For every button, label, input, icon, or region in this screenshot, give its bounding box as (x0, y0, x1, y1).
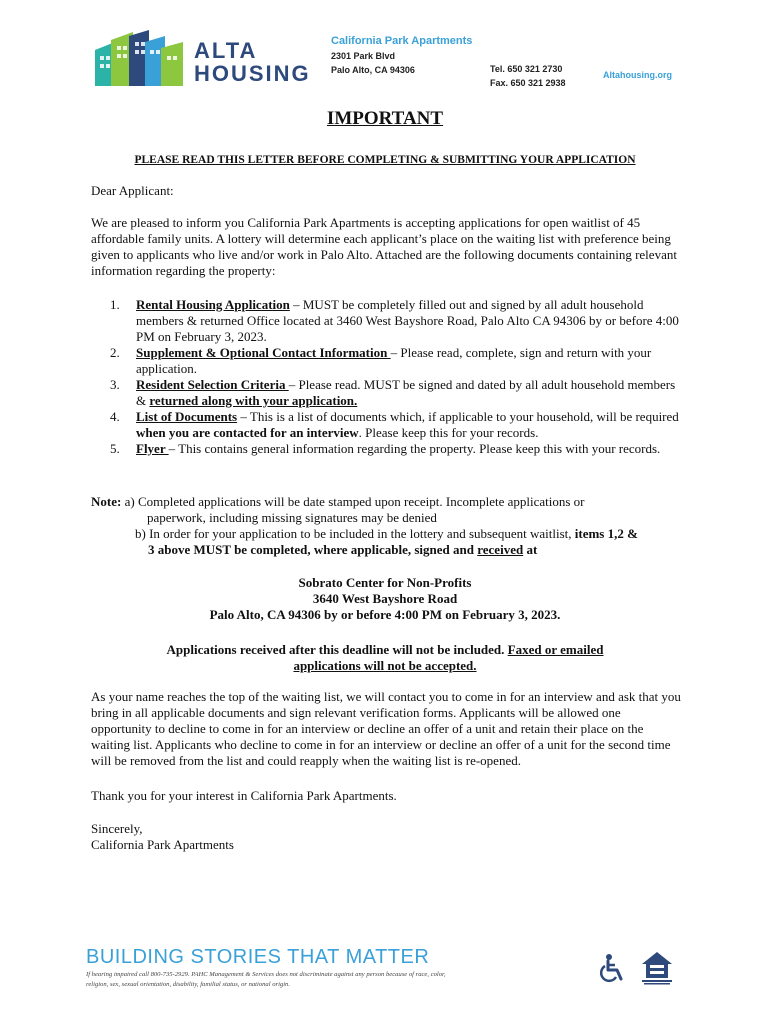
note-b-bold: items 1,2 & (574, 526, 638, 541)
item-text: – This contains general information regarding the property. Please keep this with your records. (168, 441, 661, 456)
deadline-text: Applications received after this deadline will not be included. (166, 642, 508, 657)
telephone: Tel. 650 321 2730 (490, 64, 563, 74)
note-b-prefix: b) (135, 526, 146, 541)
list-item (110, 345, 680, 377)
deadline-underlined-1: Faxed or emailed (507, 642, 604, 657)
note-b (91, 526, 681, 542)
item-title: Supplement & Optional Contact Information (136, 345, 391, 360)
note-a-line1: Completed applications will be date stamped upon receipt. Incomplete applications or (137, 494, 585, 509)
item-title: Rental Housing Application (136, 297, 290, 312)
list-item (110, 297, 680, 345)
logo-line-2: HOUSING (194, 61, 311, 86)
address-line-2: Palo Alto, CA 94306 (331, 65, 415, 75)
item-title: Resident Selection Criteria (136, 377, 289, 392)
note-b-line2-text: 3 above MUST be completed, where applicable, signed and (148, 542, 478, 557)
deadline-warning (0, 642, 770, 674)
logo-line-1: ALTA (194, 38, 258, 63)
closing-salutation: Sincerely, (91, 821, 143, 836)
item-text: – This is a list of documents which, if applicable to your household, will be required (237, 409, 679, 424)
list-number: 3. (110, 377, 120, 392)
address-line-1: 2301 Park Blvd (331, 51, 396, 61)
list-item (110, 377, 680, 409)
submission-location (0, 575, 770, 623)
website-link[interactable]: Altahousing.org (603, 70, 672, 80)
list-number: 5. (110, 441, 120, 456)
greeting: Dear Applicant: (91, 183, 174, 198)
wheelchair-icon (598, 953, 626, 983)
thank-you: Thank you for your interest in California Park Apartments. (91, 788, 397, 803)
fax: Fax. 650 321 2938 (490, 78, 566, 88)
closing-signature: California Park Apartments (91, 837, 234, 852)
item-emphasis: returned along with your application. (149, 393, 358, 408)
note-a-prefix: a) (124, 494, 135, 509)
item-tail: . Please keep this for your records. (358, 425, 539, 440)
signature-block (91, 821, 681, 853)
page-subtitle: PLEASE READ THIS LETTER BEFORE COMPLETING & SUBMITTING YOUR APPLICATION (134, 154, 636, 166)
note-b-received: received (477, 542, 524, 557)
item-text: – MUST be completely filled out and signed by all adult household members & returned Office located at 3460 West Bayshore Road, Palo Alto CA 94306 by or before 4:00 PM on February 3, 2023. (136, 297, 679, 344)
property-name: California Park Apartments (331, 35, 473, 47)
note-label: Note: (91, 494, 122, 509)
note-b-line2 (91, 542, 681, 558)
list-item (110, 441, 680, 457)
note-section (91, 494, 681, 558)
item-title: Flyer (136, 441, 169, 456)
list-number: 1. (110, 297, 120, 312)
list-number: 2. (110, 345, 120, 360)
location-line-2: 3640 West Bayshore Road (312, 591, 458, 606)
location-line-1: Sobrato Center for Non-Profits (298, 575, 472, 590)
item-text: – Please read. MUST be signed and dated by all adult household members & (136, 377, 676, 408)
list-item (110, 409, 680, 441)
logo-wordmark (194, 40, 311, 86)
equal-housing-icon (640, 950, 674, 986)
item-text: – Please read, complete, sign and return with your application. (136, 345, 652, 376)
item-emphasis: when you are contacted for an interview (136, 425, 359, 440)
letterhead (0, 0, 770, 100)
list-number: 4. (110, 409, 120, 424)
intro-paragraph: We are pleased to inform you California Park Apartments is accepting applications for open waitlist of 45 affordable family units. A lottery will determine each applicant’s place on the waiting list with preference being given to applicants who live and/or work in Palo Alto. Attached are the following documents containing relevant information regarding the property: (91, 215, 677, 278)
note-b-text: In order for your application to be included in the lottery and subsequent waitlist, (149, 526, 575, 541)
deadline-line-1 (0, 642, 770, 658)
note-a-line2: paperwork, including missing signatures may be denied (147, 510, 437, 525)
document-list (110, 297, 680, 457)
note-a (91, 494, 681, 510)
note-b-at: at (523, 542, 538, 557)
location-line-3: Palo Alto, CA 94306 by or before 4:00 PM on February 3, 2023. (209, 607, 561, 622)
item-title: List of Documents (136, 409, 238, 424)
page-title: IMPORTANT (326, 108, 444, 129)
footer-slogan: BUILDING STORIES THAT MATTER (86, 946, 430, 968)
deadline-underlined-2: applications will not be accepted. (293, 658, 477, 673)
footer-disclaimer: If hearing impaired call 800-735-2929. PAHC Management & Services does not discriminate against any person because of race, color, religion, sex, sexual orientation, disability, familial status, or national origin. (86, 971, 446, 988)
waiting-list-paragraph: As your name reaches the top of the waiting list, we will contact you to come in for an interview and ask that you bring in all applicable documents and sign relevant verification forms. Applicants will be allowed one opportunity to decline to come in for an interview or decline an offer of a unit and retain their place on the waiting list. Applicants who decline to come in for an interview or decline an offer of a unit for the second time will be removed from the list and could reapply when the waiting list is re-opened. (91, 689, 681, 768)
